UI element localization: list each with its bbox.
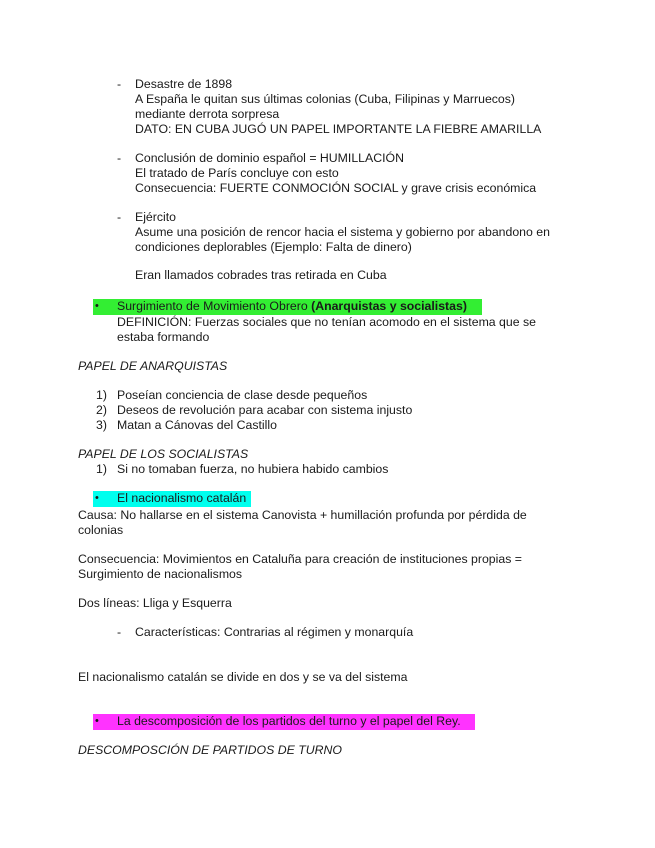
- item-title: Desastre de 1898: [135, 77, 233, 91]
- item-text: Asume una posición de rencor hacia el sistema y gobierno por abandono en: [135, 225, 550, 239]
- item-text: mediante derrota sorpresa: [135, 107, 280, 121]
- list-number: 1): [96, 388, 107, 402]
- section-heading: PAPEL DE ANARQUISTAS: [78, 359, 228, 373]
- paragraph-text: colonias: [78, 523, 124, 537]
- item-text: DATO: EN CUBA JUGÓ UN PAPEL IMPORTANTE LA FIEBRE AMARILLA: [135, 122, 542, 136]
- paragraph-text: Consecuencia: Movimientos en Cataluña para creación de instituciones propias =: [78, 552, 522, 566]
- definition-text: DEFINICIÓN: Fuerzas sociales que no tenían acomodo en el sistema que se: [117, 315, 536, 329]
- list-number: 1): [96, 462, 107, 476]
- bullet-heading: La descomposición de los partidos del turno y el papel del Rey.: [117, 714, 461, 728]
- section-heading: PAPEL DE LOS SOCIALISTAS: [78, 447, 249, 461]
- item-text: Consecuencia: FUERTE CONMOCIÓN SOCIAL y grave crisis económica: [135, 181, 537, 195]
- list-item: Si no tomaban fuerza, no hubiera habido cambios: [117, 462, 389, 476]
- paragraph-text: Dos líneas: Lliga y Esquerra: [78, 596, 232, 610]
- item-title: Conclusión de dominio español = HUMILLACIÓN: [135, 151, 404, 165]
- bullet-heading: [117, 299, 467, 314]
- paragraph-text: El nacionalismo catalán se divide en dos y se va del sistema: [78, 670, 408, 684]
- list-dash: -: [117, 77, 122, 91]
- section-heading: DESCOMPOSCIÓN DE PARTIDOS DE TURNO: [78, 743, 342, 757]
- list-item: Matan a Cánovas del Castillo: [117, 418, 277, 432]
- item-text: El tratado de París concluye con esto: [135, 166, 339, 180]
- bullet-marker: •: [95, 300, 99, 312]
- list-dash: -: [117, 210, 122, 224]
- paragraph-text: Surgimiento de nacionalismos: [78, 567, 243, 581]
- definition-text: estaba formando: [117, 330, 210, 344]
- bullet-heading: El nacionalismo catalán: [117, 491, 247, 505]
- item-text: A España le quitan sus últimas colonias (Cuba, Filipinas y Marruecos): [135, 92, 516, 106]
- bullet-bold-text: (Anarquistas y socialistas): [311, 299, 467, 313]
- paragraph-text: Causa: No hallarse en el sistema Canovista + humillación profunda por pérdida de: [78, 508, 527, 522]
- list-number: 3): [96, 418, 107, 432]
- list-number: 2): [96, 403, 107, 417]
- bullet-text: Surgimiento de Movimiento Obrero: [117, 299, 312, 313]
- list-dash: -: [117, 151, 122, 165]
- bullet-marker: •: [95, 715, 99, 727]
- bullet-marker: •: [95, 492, 99, 504]
- list-item: Deseos de revolución para acabar con sistema injusto: [117, 403, 413, 417]
- item-title: Ejército: [135, 210, 177, 224]
- item-text: Eran llamados cobrades tras retirada en Cuba: [135, 268, 387, 282]
- list-item: Poseían conciencia de clase desde pequeños: [117, 388, 368, 402]
- item-text: condiciones deplorables (Ejemplo: Falta de dinero): [135, 240, 412, 254]
- list-dash: -: [117, 625, 122, 639]
- item-text: Características: Contrarias al régimen y monarquía: [135, 625, 414, 639]
